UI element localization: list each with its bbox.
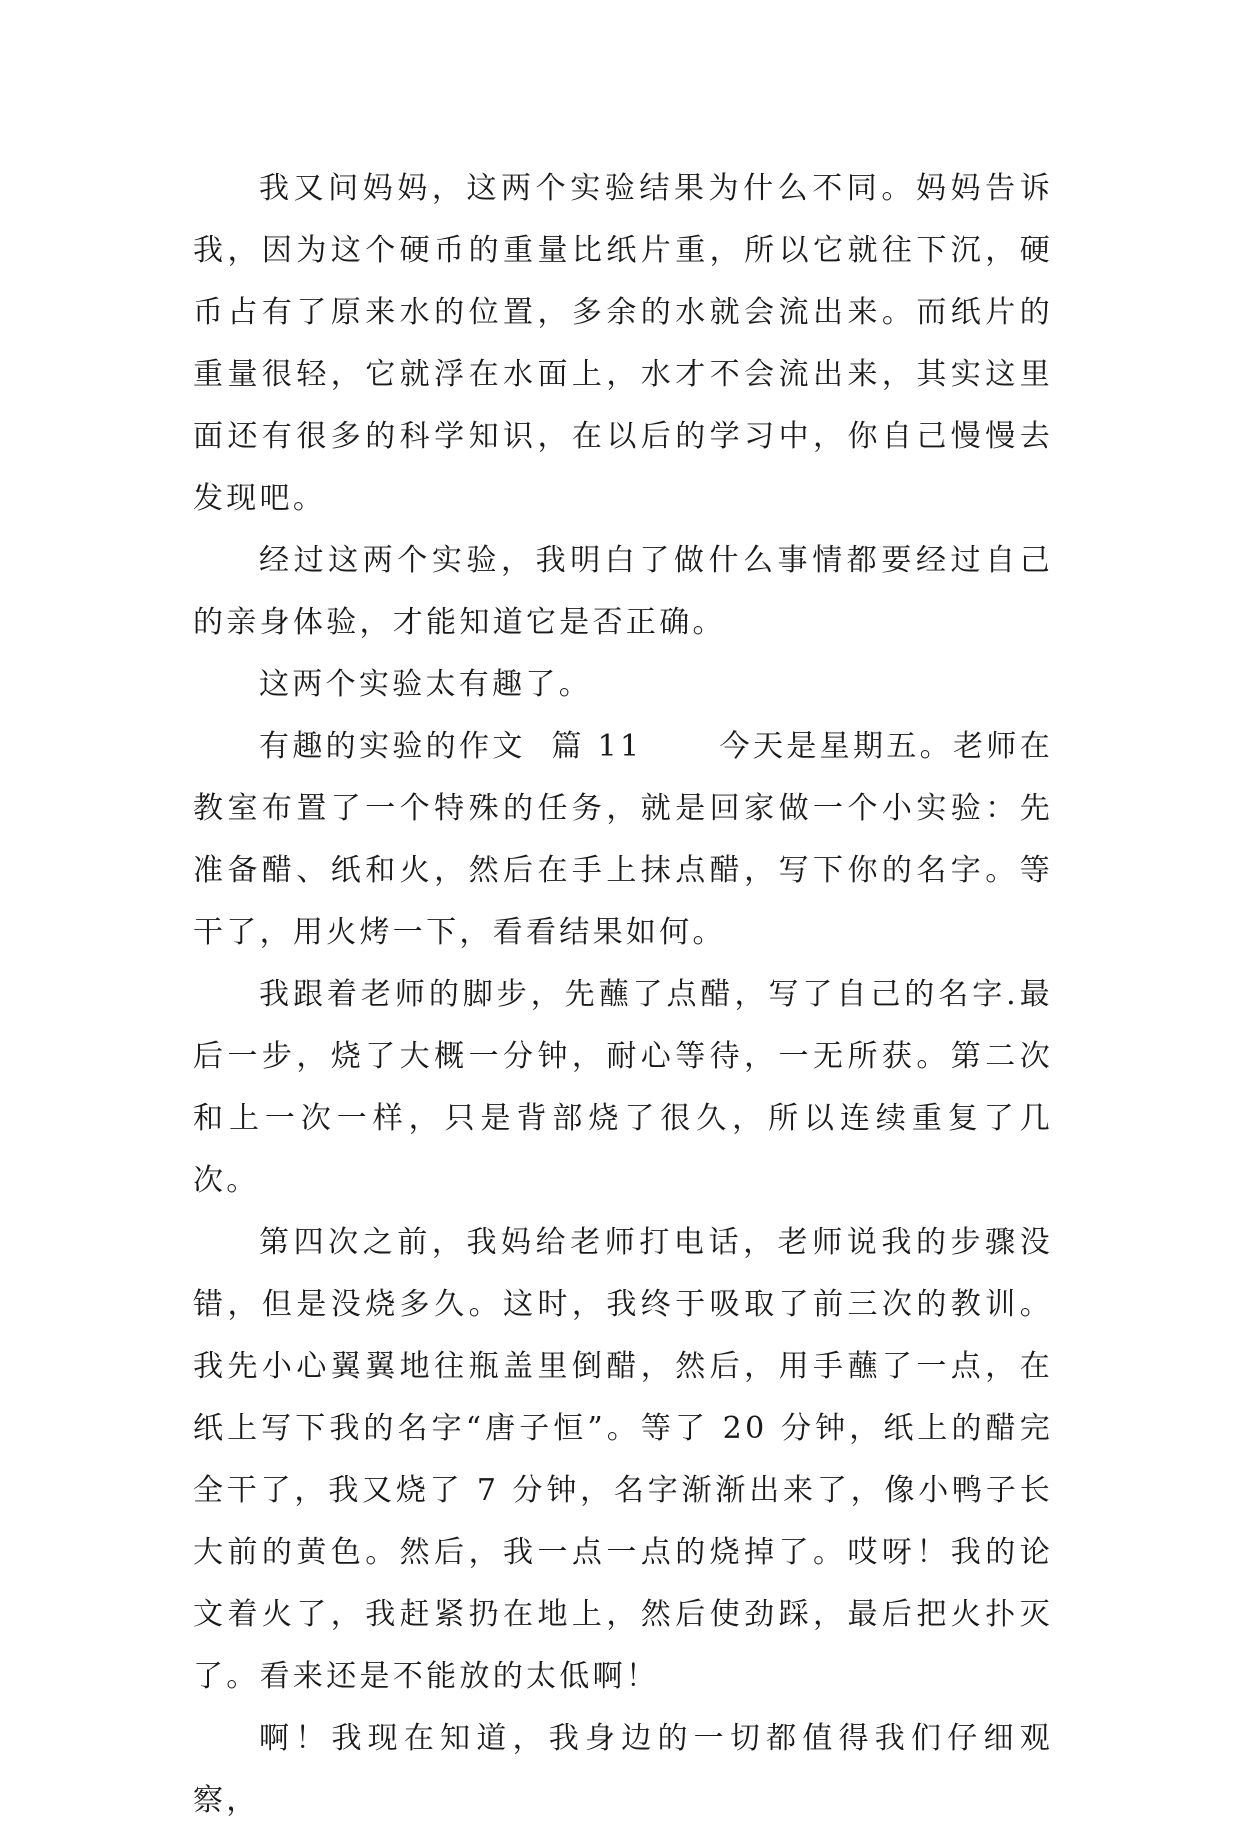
paragraph: 这两个实验太有趣了。 — [259, 667, 592, 702]
paragraph: 第四次之前，我妈给老师打电话，老师说我的步骤没错，但是没烧多久。这时，我终于吸取了前三次的教训。我先小心翼翼地往瓶盖里倒醋，然后，用手蘸了一点，在纸上写下我的名字“唐子恒”。等了 20 分钟，纸上的醋完全干了，我又烧了 7 分钟，名字渐渐出来了，像小鸭子长大前的黄色。然后，我一点一点的烧掉了。哎呀！我的论文着火了，我赶紧扔在地上，然后使劲踩，最后把火扑灭了。看来还是不能放的太低啊！ — [193, 1225, 1053, 1694]
paragraph: 啊！我现在知道，我身边的一切都值得我们仔细观察， — [193, 1721, 1053, 1818]
paragraph: 有趣的实验的作文 篇 11 今天是星期五。老师在教室布置了一个特殊的任务，就是回家做一个小实验：先准备醋、纸和火，然后在手上抹点醋，写下你的名字。等干了，用火烤一下，看看结果如何。 — [193, 729, 1053, 950]
paragraph: 我跟着老师的脚步，先蘸了点醋，写了自己的名字.最后一步，烧了大概一分钟，耐心等待，一无所获。第二次和上一次一样，只是背部烧了很久，所以连续重复了几次。 — [193, 977, 1053, 1198]
paragraph: 我又问妈妈，这两个实验结果为什么不同。妈妈告诉我，因为这个硬币的重量比纸片重，所以它就往下沉，硬币占有了原来水的位置，多余的水就会流出来。而纸片的重量很轻，它就浮在水面上，水才不会流出来，其实这里面还有很多的科学知识，在以后的学习中，你自己慢慢去发现吧。 — [193, 171, 1053, 516]
document-body — [193, 158, 1053, 1832]
paragraph: 经过这两个实验，我明白了做什么事情都要经过自己的亲身体验，才能知道它是否正确。 — [193, 543, 1053, 640]
